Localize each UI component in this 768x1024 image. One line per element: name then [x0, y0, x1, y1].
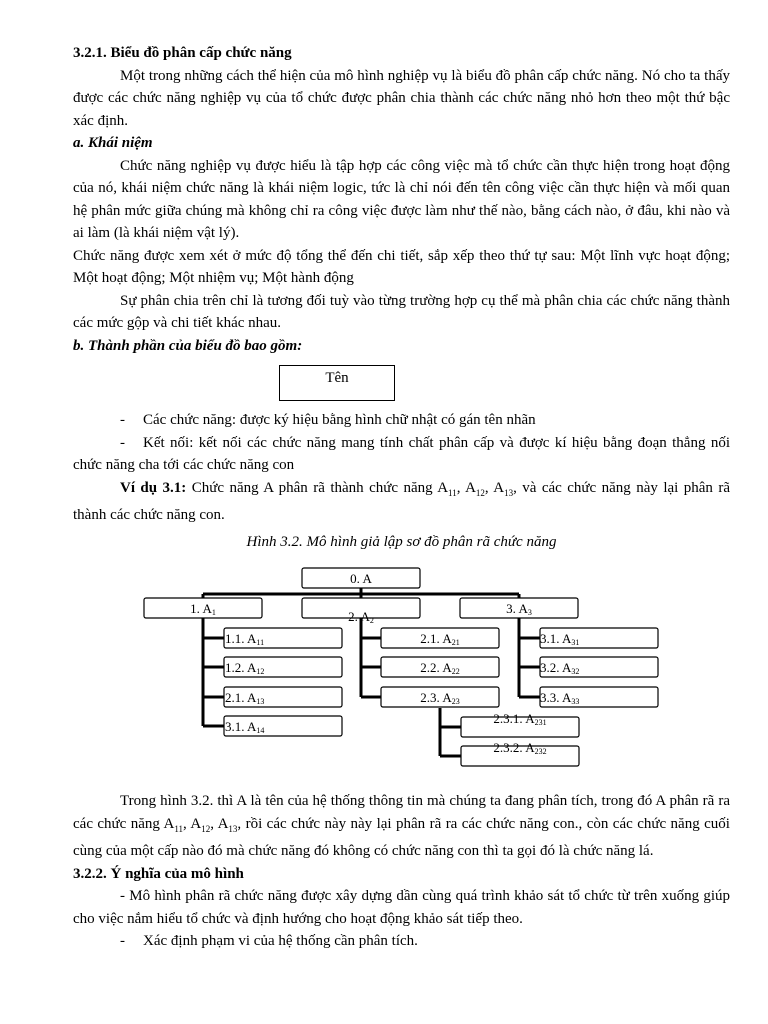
node-label-sub: 13 — [256, 697, 265, 706]
example-paragraph — [73, 477, 730, 527]
node-label-base: 2.1. A — [225, 690, 257, 705]
explanation-text: , A — [210, 815, 229, 832]
node-label-base: 2.1. A — [420, 631, 452, 646]
node-label-a231 — [493, 711, 546, 727]
function-symbol-example — [73, 360, 730, 406]
node-label-sub: 33 — [571, 697, 580, 706]
example-sub: 13 — [504, 487, 514, 498]
concept-paragraph-3: Sự phân chia trên chỉ là tương đối tuỳ vào từng trường hợp cụ thể mà phân chia các chức năng thành các mức gộp và chi tiết khác nhau. — [73, 292, 730, 331]
node-label-sub: 21 — [451, 638, 460, 647]
bullet-connections — [73, 432, 730, 477]
explanation-text: , A — [183, 815, 202, 832]
node-label-sub: 23 — [451, 697, 460, 706]
node-label-base: 3.3. A — [540, 690, 572, 705]
components-heading: b. Thành phần của biểu đồ bao gồm: — [73, 337, 303, 354]
node-label-sub: 31 — [571, 638, 580, 647]
explanation-text: Trong hình 3.2. thì A là tên của hệ thống thông tin mà chúng ta đang phân tích, trong đó A phân rã ra các chức năng A — [73, 793, 730, 832]
explanation-sub: 11 — [174, 823, 184, 834]
node-label-base: 2.2. A — [420, 660, 452, 675]
example-text: , A — [484, 479, 505, 496]
node-label-base: 2.3.1. A — [493, 711, 535, 726]
section-heading-3-2-2: 3.2.2. Ý nghĩa của mô hình — [73, 865, 244, 882]
explanation-text: , rồi các chức này này lại phân rã ra các chức năng con., còn các chức năng cuối cùng của một cấp nào đó mà chức năng đó không có chức năng con thì ta gọi đó là chức năng lá. — [73, 815, 730, 859]
node-label-sub: 14 — [256, 726, 265, 735]
node-label-sub: 2 — [369, 616, 374, 625]
meaning-paragraph: - Mô hình phân rã chức năng được xây dựng dần cùng quá trình khảo sát tổ chức từ trên xuống giúp cho việc nắm hiểu tổ chức và định hướng cho hoạt động khảo sát tiếp theo. — [73, 888, 730, 927]
node-label-a232 — [493, 740, 546, 756]
function-symbol-box: Tên — [279, 365, 395, 401]
concept-heading: a. Khái niệm — [73, 135, 153, 151]
node-label-base: 3.1. A — [540, 631, 572, 646]
bullet-dash: - — [120, 434, 125, 451]
node-label-sub: 1 — [211, 608, 216, 617]
explanation-sub: 12 — [201, 823, 211, 834]
node-label-base: 1. A — [190, 601, 212, 616]
concept-paragraph-2: Chức năng được xem xét ở mức độ tổng thể đến chi tiết, sắp xếp theo thứ tự sau: Một lĩnh vực hoạt động; Một hoạt động; Một nhiệm vụ; Một hành động — [73, 247, 730, 286]
figure-caption: Hình 3.2. Mô hình giả lập sơ đồ phân rã chức năng — [246, 533, 557, 550]
node-label-base: 2.3. A — [420, 690, 452, 705]
node-label-0-a: 0. A — [350, 571, 372, 586]
concept-paragraph-1: Chức năng nghiệp vụ được hiểu là tập hợp các công việc mà tổ chức cần thực hiện trong hoạt động của nó, khái niệm chức năng là khái niệm logic, tức là chỉ nói đến tên công việc cần thực hiện và mối quan hệ phân mức giữa chúng mà không chỉ ra công việc được làm như thế nào, bằng cách nào, ở đâu, khi nào và ai làm (là khái niệm vật lý). — [73, 157, 730, 241]
node-label-sub: 232 — [534, 747, 547, 756]
section-heading-3-2-1: 3.2.1. Biểu đồ phân cấp chức năng — [73, 45, 292, 61]
example-text: Chức năng A phân rã thành chức năng A — [186, 479, 449, 496]
bullet-scope-text: Xác định phạm vi của hệ thống cần phân tích. — [143, 933, 418, 949]
document-page-continued — [73, 790, 730, 953]
bullet-functions — [73, 409, 730, 432]
node-label-sub: 3 — [527, 608, 532, 617]
node-label-base: 3. A — [506, 601, 528, 616]
bullet-connections-text: Kết nối: kết nối các chức năng mang tính chất phân cấp và được kí hiệu bằng đoạn thẳng nối chức năng cha tới các chức năng con — [73, 434, 730, 473]
node-label-base: 2.3.2. A — [493, 740, 535, 755]
node-label-sub: 12 — [256, 667, 265, 676]
bullet-dash: - — [120, 412, 125, 428]
figure-explanation-paragraph — [73, 790, 730, 863]
node-label-base: 3.1. A — [225, 719, 257, 734]
example-text: , A — [456, 479, 476, 496]
node-label-sub: 32 — [571, 667, 580, 676]
example-sub: 11 — [448, 487, 457, 498]
node-label-sub: 22 — [451, 667, 460, 676]
node-label-sub: 11 — [256, 638, 265, 647]
example-sub: 12 — [475, 487, 485, 498]
example-text: , và các chức năng này lại phân rã thành các chức năng con. — [73, 479, 730, 523]
node-label-base: 1.1. A — [225, 631, 257, 646]
bullet-dash: - — [120, 933, 125, 949]
bullet-functions-text: Các chức năng: được ký hiệu bằng hình chữ nhật có gán tên nhãn — [143, 412, 536, 428]
bullet-scope — [73, 930, 730, 953]
explanation-sub: 13 — [228, 823, 238, 834]
node-label-base: 3.2. A — [540, 660, 572, 675]
node-label-sub: 231 — [534, 718, 547, 727]
node-label-base: 1.2. A — [225, 660, 257, 675]
example-label: Ví dụ 3.1: — [120, 479, 187, 496]
node-label-base: 2. A — [348, 609, 370, 624]
function-decomposition-diagram — [140, 566, 670, 781]
intro-paragraph: Một trong những cách thể hiện của mô hình nghiệp vụ là biểu đồ phân cấp chức năng. Nó cho ta thấy được các chức năng nghiệp vụ của tổ chức được phân chia thành các chức năng nhỏ hơn theo một thứ bậc xác định. — [73, 67, 730, 129]
document-page — [73, 42, 730, 553]
